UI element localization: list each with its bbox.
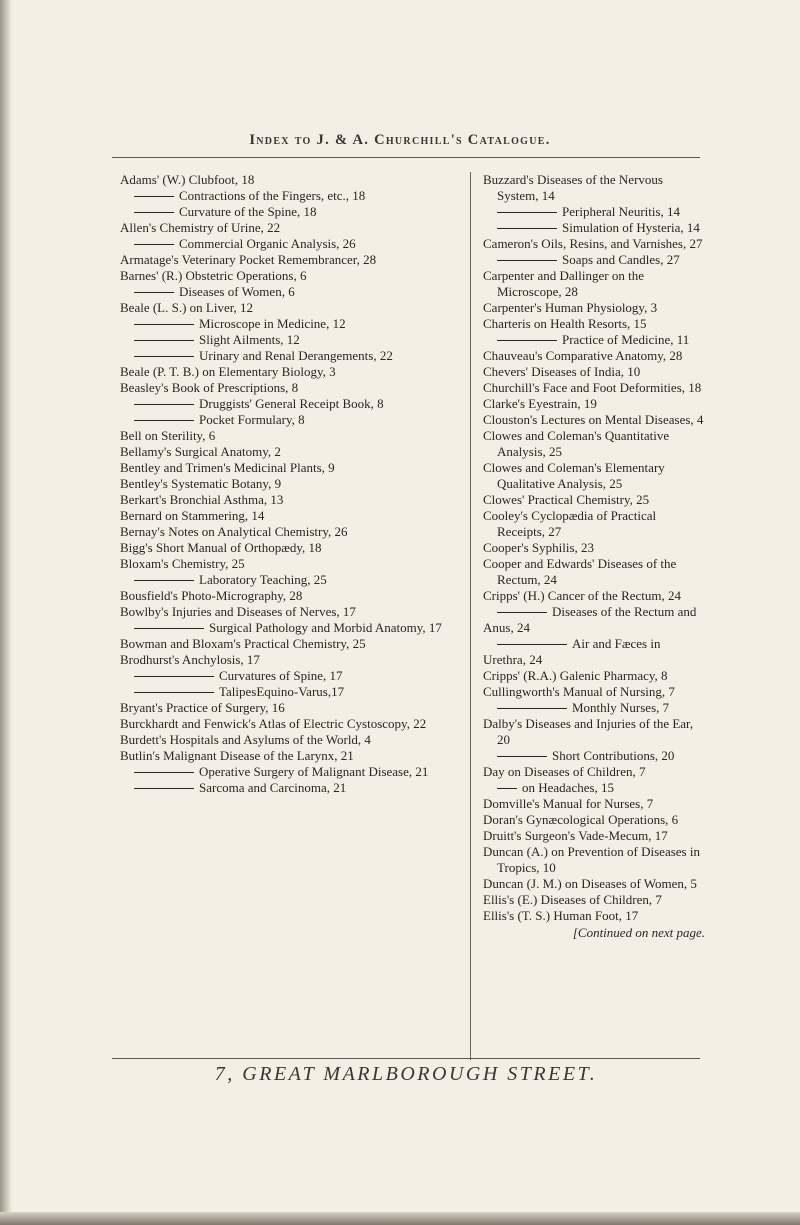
index-entry <box>483 220 705 236</box>
index-entry <box>483 540 705 556</box>
index-entry <box>120 588 460 604</box>
index-entry-text: Adams' (W.) Clubfoot, 18 <box>120 172 255 187</box>
index-entry <box>120 396 460 412</box>
index-entry <box>120 476 460 492</box>
index-entry <box>120 284 460 300</box>
index-entry-text: Day on Diseases of Children, 7 <box>483 764 646 779</box>
index-entry <box>483 892 705 908</box>
index-entry <box>120 300 460 316</box>
index-entry-text: Soaps and Candles, 27 <box>562 252 680 267</box>
page-footer-address: 7, GREAT MARLBOROUGH STREET. <box>214 1063 598 1085</box>
index-entry <box>120 668 460 684</box>
index-entry-text: Cameron's Oils, Resins, and Varnishes, 27 <box>483 236 703 251</box>
index-entry-text: Curvature of the Spine, 18 <box>179 204 317 219</box>
index-entry <box>120 684 460 700</box>
continued-note: [Continued on next page. <box>572 925 705 940</box>
index-entry <box>120 780 460 796</box>
index-entry-text: Carpenter and Dallinger on the Microscope, 28 <box>483 268 644 299</box>
index-entry <box>483 828 705 844</box>
index-entry-text: Bousfield's Photo-Micrography, 28 <box>120 588 303 603</box>
index-entry-text: Bentley's Systematic Botany, 9 <box>120 476 282 491</box>
index-entry <box>120 732 460 748</box>
index-entry-text: Ellis's (T. S.) Human Foot, 17 <box>483 908 639 923</box>
index-entry <box>483 700 705 716</box>
index-entry <box>483 364 705 380</box>
index-entry-text: Barnes' (R.) Obstetric Operations, 6 <box>120 268 307 283</box>
index-entry <box>483 508 705 540</box>
index-entry-text: Cooley's Cyclopædia of Practical Receipts, 27 <box>483 508 657 539</box>
index-entry-text: Burckhardt and Fenwick's Atlas of Electric Cystoscopy, 22 <box>120 716 427 731</box>
index-entry-text: Simulation of Hysteria, 14 <box>562 220 700 235</box>
index-entry-text: Surgical Pathology and Morbid Anatomy, 17 <box>209 620 442 635</box>
index-entry-text: Bowman and Bloxam's Practical Chemistry, 25 <box>120 636 366 651</box>
index-entry <box>483 908 705 924</box>
index-entry-text: Armatage's Veterinary Pocket Remembrancer, 28 <box>120 252 377 267</box>
ditto-dash <box>497 788 517 789</box>
index-entry <box>483 492 705 508</box>
index-entry <box>120 220 460 236</box>
index-entry <box>120 620 460 636</box>
index-entry-text: Charteris on Health Resorts, 15 <box>483 316 647 331</box>
index-entry-text: Clowes and Coleman's Quantitative Analysis, 25 <box>483 428 670 459</box>
index-entry <box>120 716 460 732</box>
index-entry-text: Bowlby's Injuries and Diseases of Nerves, 17 <box>120 604 356 619</box>
index-entry-text: Short Contributions, 20 <box>552 748 675 763</box>
index-entry <box>483 252 705 268</box>
ditto-dash <box>497 212 557 213</box>
index-entry <box>120 508 460 524</box>
index-entry <box>120 188 460 204</box>
index-entry <box>483 396 705 412</box>
index-entry-text: Churchill's Face and Foot Deformities, 18 <box>483 380 702 395</box>
index-entry <box>483 380 705 396</box>
ditto-dash <box>134 212 174 213</box>
index-entry <box>483 332 705 348</box>
ditto-dash <box>134 340 194 341</box>
index-entry <box>483 636 705 668</box>
ditto-dash <box>134 580 194 581</box>
index-entry-text: Cooper's Syphilis, 23 <box>483 540 595 555</box>
index-entry <box>120 252 460 268</box>
index-entry <box>483 300 705 316</box>
index-entry <box>120 444 460 460</box>
index-entry-text: Commercial Organic Analysis, 26 <box>179 236 356 251</box>
index-entry-text: Chevers' Diseases of India, 10 <box>483 364 641 379</box>
right-index-column <box>483 172 705 941</box>
index-entry <box>483 428 705 460</box>
index-entry <box>120 380 460 396</box>
index-entry <box>483 268 705 300</box>
index-entry-text: Clouston's Lectures on Mental Diseases, 4 <box>483 412 704 427</box>
index-entry-text: Beale (L. S.) on Liver, 12 <box>120 300 254 315</box>
ditto-dash <box>134 196 174 197</box>
ditto-dash <box>497 644 567 645</box>
index-entry-text: Diseases of the Rectum and Anus, 24 <box>483 604 697 635</box>
index-entry <box>483 172 705 204</box>
heading-rule <box>112 157 700 158</box>
index-entry-text: Bernard on Stammering, 14 <box>120 508 265 523</box>
index-entry-text: Domville's Manual for Nurses, 7 <box>483 796 654 811</box>
ditto-dash <box>134 676 214 677</box>
index-entry <box>483 716 705 748</box>
index-entry-text: Peripheral Neuritis, 14 <box>562 204 681 219</box>
index-entry-text: Beale (P. T. B.) on Elementary Biology, 3 <box>120 364 336 379</box>
ditto-dash <box>497 228 557 229</box>
index-entry <box>483 796 705 812</box>
index-entry <box>120 460 460 476</box>
index-entry <box>483 588 705 604</box>
index-entry <box>483 748 705 764</box>
ditto-dash <box>134 692 214 693</box>
index-entry-text: Cripps' (H.) Cancer of the Rectum, 24 <box>483 588 682 603</box>
index-entry <box>483 604 705 636</box>
index-entry-text: Bellamy's Surgical Anatomy, 2 <box>120 444 281 459</box>
index-entry-text: Diseases of Women, 6 <box>179 284 295 299</box>
ditto-dash <box>497 340 557 341</box>
ditto-dash <box>134 628 204 629</box>
index-entry <box>120 524 460 540</box>
index-entry <box>483 684 705 700</box>
index-entry-text: Microscope in Medicine, 12 <box>199 316 346 331</box>
index-entry <box>483 812 705 828</box>
index-entry-text: Monthly Nurses, 7 <box>572 700 670 715</box>
index-entry <box>120 348 460 364</box>
page-heading: Index to J. & A. Churchill's Catalogue. <box>249 132 551 148</box>
index-entry <box>483 348 705 364</box>
index-entry <box>120 700 460 716</box>
index-entry-text: Operative Surgery of Malignant Disease, 21 <box>199 764 429 779</box>
index-entry-text: Dalby's Diseases and Injuries of the Ear, 20 <box>483 716 694 747</box>
page-bottom-shadow <box>0 1212 800 1225</box>
index-entry <box>483 780 705 796</box>
index-entry <box>120 364 460 380</box>
index-entry <box>483 460 705 492</box>
index-entry-text: Bigg's Short Manual of Orthopædy, 18 <box>120 540 322 555</box>
ditto-dash <box>134 788 194 789</box>
index-entry-text: Doran's Gynæcological Operations, 6 <box>483 812 679 827</box>
index-entry-text: Ellis's (E.) Diseases of Children, 7 <box>483 892 662 907</box>
index-entry-text: Cullingworth's Manual of Nursing, 7 <box>483 684 675 699</box>
index-entry <box>483 556 705 588</box>
index-entry <box>483 876 705 892</box>
ditto-dash <box>134 244 174 245</box>
ditto-dash <box>134 324 194 325</box>
ditto-dash <box>134 292 174 293</box>
index-entry <box>120 316 460 332</box>
index-entry <box>120 604 460 620</box>
index-entry-text: Laboratory Teaching, 25 <box>199 572 327 587</box>
index-entry-text: Slight Ailments, 12 <box>199 332 300 347</box>
index-entry-text: Butlin's Malignant Disease of the Larynx, 21 <box>120 748 354 763</box>
index-entry-text: Bryant's Practice of Surgery, 16 <box>120 700 285 715</box>
index-entry <box>483 412 705 428</box>
index-entry <box>120 636 460 652</box>
index-entry-text: Buzzard's Diseases of the Nervous System, 14 <box>483 172 663 203</box>
index-entry <box>120 428 460 444</box>
index-entry <box>120 748 460 764</box>
ditto-dash <box>134 420 194 421</box>
index-entry <box>120 492 460 508</box>
index-entry-text: Berkart's Bronchial Asthma, 13 <box>120 492 284 507</box>
index-entry-text: Contractions of the Fingers, etc., 18 <box>179 188 366 203</box>
index-entry-text: Bernay's Notes on Analytical Chemistry, 26 <box>120 524 348 539</box>
index-entry-text: Air and Fæces in Urethra, 24 <box>483 636 661 667</box>
column-separator <box>470 172 471 1060</box>
index-entry-text: on Headaches, 15 <box>522 780 615 795</box>
index-entry-text: Duncan (A.) on Prevention of Diseases in Tropics, 10 <box>483 844 700 875</box>
index-entry <box>120 172 460 188</box>
index-entry-text: Druitt's Surgeon's Vade-Mecum, 17 <box>483 828 668 843</box>
ditto-dash <box>134 356 194 357</box>
ditto-dash <box>497 756 547 757</box>
index-entry <box>120 572 460 588</box>
index-entry <box>483 764 705 780</box>
index-entry <box>483 668 705 684</box>
left-index-column <box>120 172 460 796</box>
index-entry <box>483 204 705 220</box>
index-entry <box>120 332 460 348</box>
index-entry <box>483 236 705 252</box>
index-entry <box>483 316 705 332</box>
index-entry-text: Practice of Medicine, 11 <box>562 332 690 347</box>
index-entry-text: Bentley and Trimen's Medicinal Plants, 9 <box>120 460 335 475</box>
ditto-dash <box>497 260 557 261</box>
index-entry <box>120 652 460 668</box>
index-entry <box>120 540 460 556</box>
index-entry-text: Brodhurst's Anchylosis, 17 <box>120 652 260 667</box>
footer-rule <box>112 1058 700 1059</box>
index-entry <box>120 268 460 284</box>
index-entry-text: Clarke's Eyestrain, 19 <box>483 396 597 411</box>
index-entry-text: TalipesEquino-Varus,17 <box>219 684 345 699</box>
index-entry <box>120 204 460 220</box>
index-entry-text: Cripps' (R.A.) Galenic Pharmacy, 8 <box>483 668 668 683</box>
index-entry-text: Druggists' General Receipt Book, 8 <box>199 396 384 411</box>
index-entry-text: Clowes and Coleman's Elementary Qualitative Analysis, 25 <box>483 460 665 491</box>
page-binding-edge <box>0 0 12 1225</box>
index-entry <box>483 844 705 876</box>
index-entry-text: Bell on Sterility, 6 <box>120 428 216 443</box>
index-entry-text: Clowes' Practical Chemistry, 25 <box>483 492 650 507</box>
index-entry <box>120 764 460 780</box>
index-entry-text: Carpenter's Human Physiology, 3 <box>483 300 658 315</box>
ditto-dash <box>134 404 194 405</box>
index-entry-text: Burdett's Hospitals and Asylums of the World, 4 <box>120 732 371 747</box>
ditto-dash <box>497 612 547 613</box>
index-entry-text: Curvatures of Spine, 17 <box>219 668 343 683</box>
ditto-dash <box>497 708 567 709</box>
index-entry-text: Urinary and Renal Derangements, 22 <box>199 348 393 363</box>
index-entry-text: Pocket Formulary, 8 <box>199 412 305 427</box>
index-entry <box>120 556 460 572</box>
index-entry-text: Sarcoma and Carcinoma, 21 <box>199 780 347 795</box>
index-entry-text: Bloxam's Chemistry, 25 <box>120 556 245 571</box>
index-entry-text: Beasley's Book of Prescriptions, 8 <box>120 380 299 395</box>
index-entry-text: Duncan (J. M.) on Diseases of Women, 5 <box>483 876 697 891</box>
index-entry <box>120 412 460 428</box>
ditto-dash <box>134 772 194 773</box>
index-entry-text: Chauveau's Comparative Anatomy, 28 <box>483 348 683 363</box>
index-entry-text: Allen's Chemistry of Urine, 22 <box>120 220 281 235</box>
index-entry <box>120 236 460 252</box>
index-entry-text: Cooper and Edwards' Diseases of the Rectum, 24 <box>483 556 677 587</box>
